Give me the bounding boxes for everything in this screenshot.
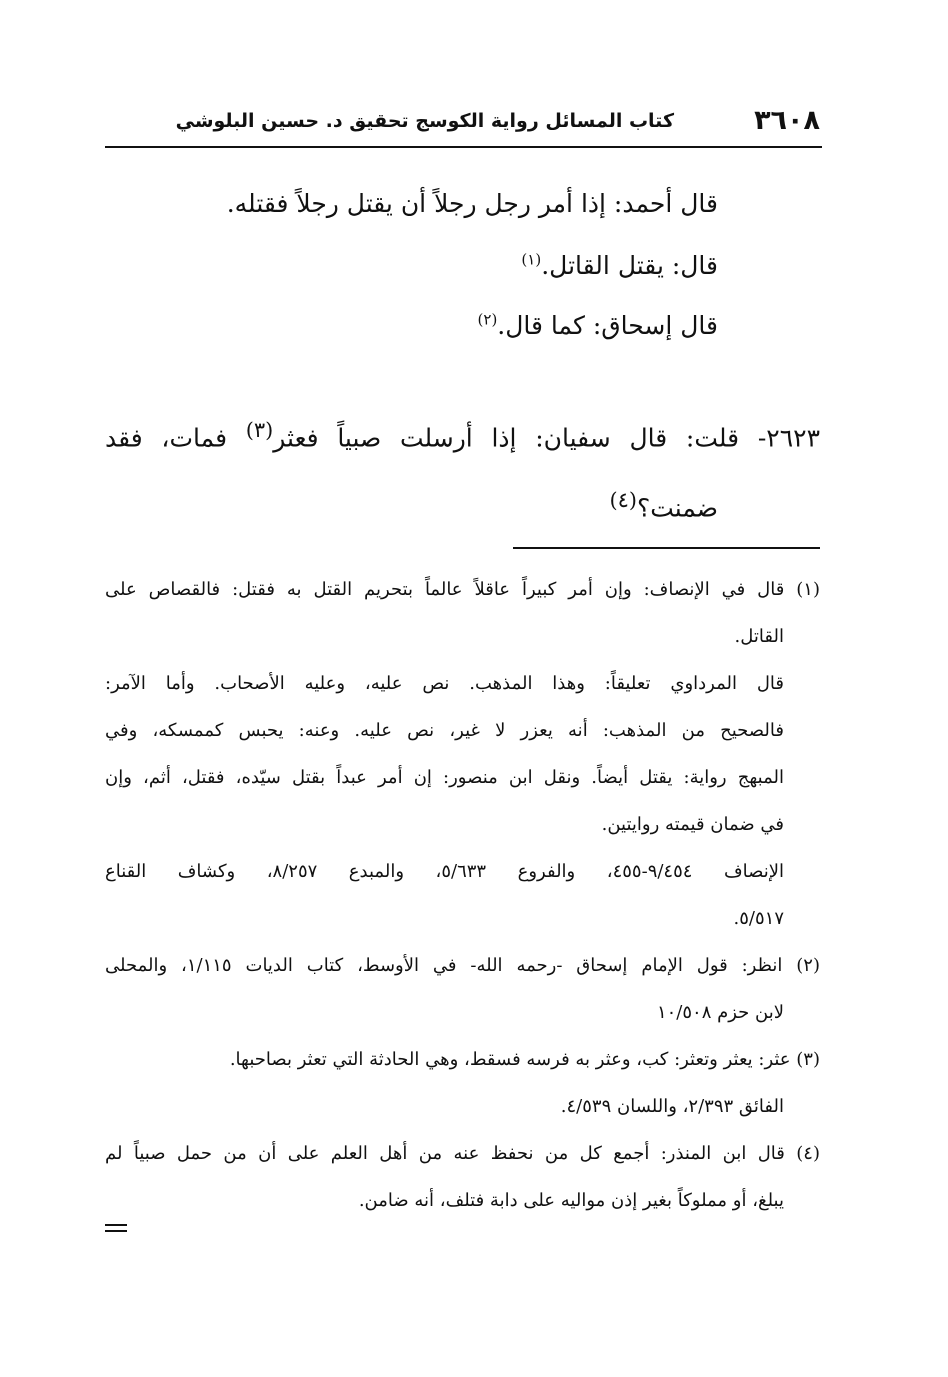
issue-text-part2: فمات، فقد (105, 423, 246, 453)
footnote-1-line: المبهج رواية: يقتل أيضاً. ونقل ابن منصور: إن أمر عبداً بقتل سيّده، فقتل، أثم، وإن (105, 767, 784, 788)
ahmad-answer (521, 248, 718, 284)
footnote-1-line: (١) قال في الإنصاف: وإن أمر كبيراً عاقلاً عالماً بتحريم القتل به فقتل: فالقصاص على (105, 579, 820, 600)
footnote-3-line: الفائق ٢/٣٩٣، واللسان ٤/٥٣٩. (560, 1096, 784, 1117)
footnote-1-line: فالصحيح من المذهب: أنه يعزر لا غير، نص عليه. وعنه: يحبس كممسكه، وفي (105, 720, 784, 741)
footnote-ref-1: (١) (521, 250, 542, 269)
footnote-1-line: قال المرداوي تعليقاً: وهذا المذهب. نص عليه، وعليه الأصحاب. وأما الآمر: (105, 673, 784, 694)
footnote-1-line: الإنصاف ٩/٤٥٤-٤٥٥، والفروع ٥/٦٣٣، والمبدع ٨/٢٥٧، وكشاف القناع (105, 861, 784, 882)
footnote-ref-4: (٤) (609, 488, 637, 513)
footnote-1-line: ٥/٥١٧. (733, 908, 784, 929)
end-of-section-mark (105, 1224, 127, 1232)
ishaq-answer-text: قال إسحاق: كما قال. (497, 311, 718, 340)
page-number: ٣٦٠٨ (754, 105, 820, 136)
footnote-ref-3: (٣) (245, 418, 274, 442)
footnote-2-line: لابن حزم ١٠/٥٠٨ (656, 1002, 784, 1023)
footnote-1-line: القاتل. (734, 626, 784, 647)
ishaq-answer (478, 308, 718, 344)
footnote-1 (105, 566, 820, 942)
issue-text-line2: ضمنت؟ (636, 493, 718, 523)
page-header (105, 100, 820, 144)
footnote-2 (105, 942, 820, 1036)
issue-text-part1: ٢٦٢٣- قلت: قال سفيان: إذا أرسلت صبياً فعثر (273, 423, 820, 453)
footnote-separator (513, 547, 820, 549)
header-rule (105, 146, 822, 148)
ahmad-statement-text: قال أحمد: إذا أمر رجل رجلاً أن يقتل رجلاً فقتله. (226, 189, 718, 218)
footnote-2-line: (٢) انظر: قول الإمام إسحاق -رحمه الله- في الأوسط، كتاب الديات ١/١١٥، والمحلى (105, 955, 820, 976)
ahmad-statement (227, 186, 718, 222)
footnotes (105, 566, 820, 1224)
ahmad-answer-text: قال: يقتل القاتل. (541, 251, 718, 280)
footnote-3 (105, 1036, 820, 1130)
footnote-4 (105, 1130, 820, 1224)
footnote-ref-2: (٢) (477, 310, 498, 329)
running-title: كتاب المسائل رواية الكوسج تحقيق د. حسين البلوشي (175, 110, 674, 132)
footnote-1-line: في ضمان قيمته روايتين. (601, 814, 784, 835)
issue-2623 (105, 412, 820, 527)
footnote-4-line: (٤) قال ابن المنذر: أجمع كل من نحفظ عنه من أهل العلم على أن من حمل صبياً لم (105, 1143, 820, 1164)
footnote-3-line: (٣) عثر: يعثر وتعثر: كب، وعثر به فرسه فسقط، وهي الحادثة التي تعثر بصاحبها. (229, 1049, 820, 1070)
issue-line-1 (105, 412, 820, 456)
footnote-4-line: يبلغ، أو مملوكاً بغير إذن مواليه على دابة فتلف، أنه ضامن. (358, 1190, 784, 1211)
issue-line-2 (105, 482, 820, 526)
